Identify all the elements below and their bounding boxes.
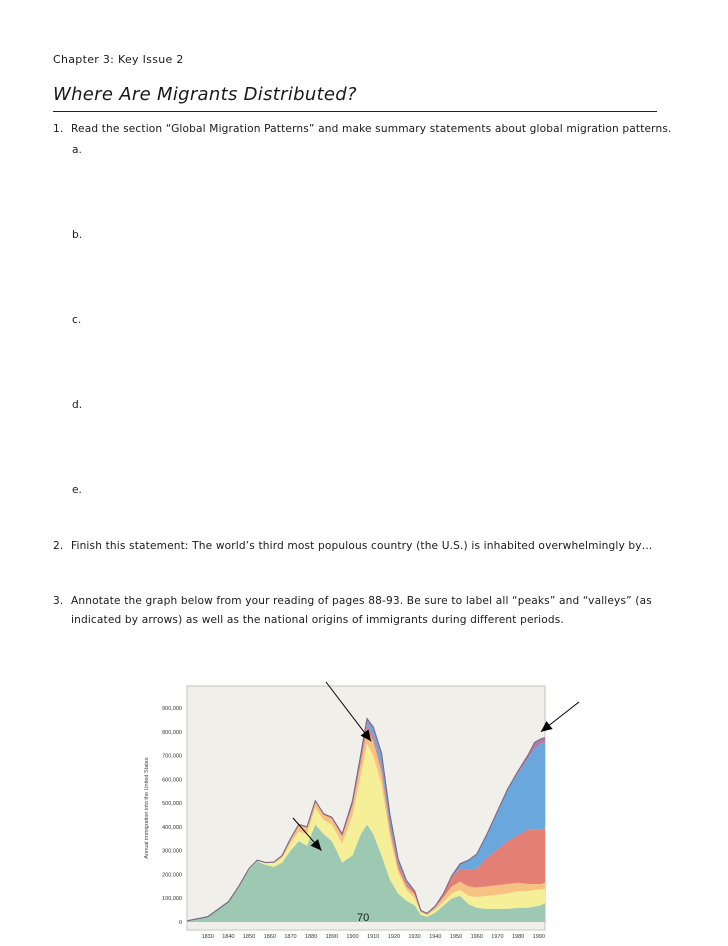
question-text: indicated by arrows) as well as the national origins of immigrants during different periods. [71, 614, 564, 626]
x-tick-label: 1860 [263, 934, 276, 940]
x-tick-label: 1940 [429, 934, 442, 940]
answer-item-d[interactable]: d. [72, 399, 83, 411]
x-tick-label: 1870 [284, 934, 297, 940]
x-tick-label: 1930 [408, 934, 421, 940]
y-tick-label: 200,000 [162, 872, 182, 879]
x-tick-label: 1850 [242, 934, 256, 940]
answer-item-b[interactable]: b. [72, 229, 83, 241]
x-tick-label: 1920 [387, 934, 401, 940]
y-tick-label: 400,000 [162, 824, 182, 831]
x-tick-label: 1900 [346, 934, 359, 940]
question-text: Annotate the graph below from your reading of pages 88-93. Be sure to label all “peaks” and “valleys” (as [71, 595, 652, 607]
question-number: 3. [53, 595, 64, 607]
x-tick-label: 1950 [449, 934, 463, 940]
y-tick-label: 800,000 [162, 729, 182, 736]
question-text: Read the section “Global Migration Patterns” and make summary statements about global migration patterns. [71, 123, 672, 135]
question-text: Finish this statement: The world’s third most populous country (the U.S.) is inhabited overwhelmingly by… [71, 540, 653, 552]
y-tick-label: 600,000 [162, 777, 182, 784]
answer-item-a[interactable]: a. [72, 144, 82, 156]
x-tick-label: 1970 [491, 934, 504, 940]
page-number: 70 [357, 912, 370, 924]
x-tick-label: 1890 [325, 934, 338, 940]
chapter-label: Chapter 3: Key Issue 2 [53, 53, 184, 66]
page-title: Where Are Migrants Distributed? [53, 84, 357, 105]
x-tick-label: 1960 [470, 934, 483, 940]
x-tick-label: 1990 [532, 934, 545, 940]
y-tick-label: 100,000 [162, 896, 182, 903]
question-number: 2. [53, 540, 64, 552]
answer-item-c[interactable]: c. [72, 314, 82, 326]
x-tick-label: 1910 [367, 934, 380, 940]
y-tick-label: 0 [178, 920, 182, 926]
y-tick-label: 700,000 [162, 753, 182, 760]
x-tick-label: 1980 [511, 934, 525, 940]
x-tick-label: 1880 [305, 934, 318, 940]
y-tick-label: 500,000 [162, 801, 182, 808]
question-number: 1. [53, 123, 64, 135]
x-tick-label: 1840 [222, 934, 235, 940]
y-tick-label: 300,000 [162, 848, 182, 855]
y-tick-label: 900,000 [162, 706, 182, 712]
answer-item-e[interactable]: e. [72, 484, 82, 496]
x-tick-label: 1830 [201, 934, 214, 940]
y-axis-label: Annual immigration into the United States [144, 757, 150, 859]
